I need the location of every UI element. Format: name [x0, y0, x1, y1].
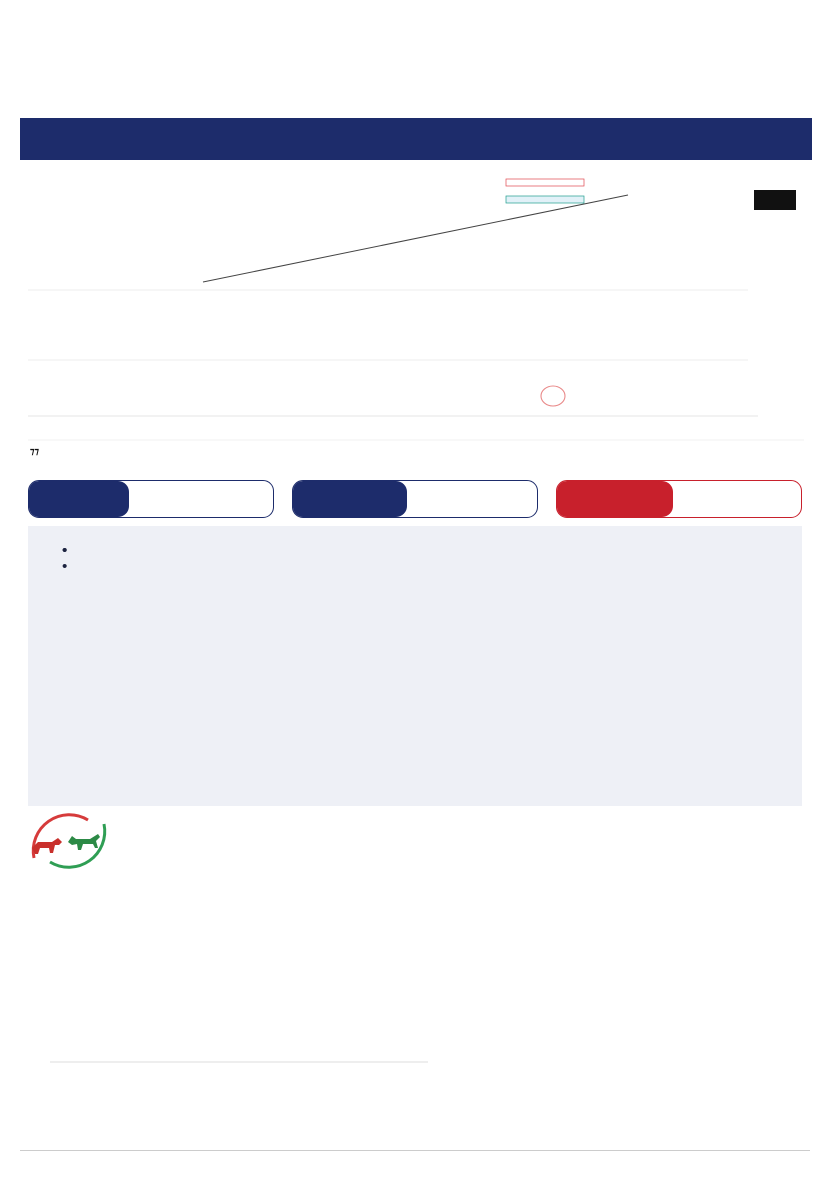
bull-bear-logo-icon [28, 812, 110, 870]
sentiment-chart [44, 872, 440, 1080]
support-level [28, 480, 274, 518]
tradingview-logo-icon: ⁊⁊ [30, 446, 39, 456]
report-header [22, 38, 812, 108]
macd-highlight-circle [541, 386, 565, 406]
headline-banner [20, 118, 812, 160]
sentiment-chart-svg [44, 872, 440, 1080]
support-value [129, 481, 273, 517]
resistance-level [292, 480, 538, 518]
resistance-pill [292, 480, 538, 518]
tradingview-chart [28, 162, 804, 468]
support-label [29, 481, 129, 517]
stoploss-label [557, 481, 673, 517]
stoploss-pill [556, 480, 802, 518]
resistance-zone [506, 179, 584, 186]
phillipcapital-logo [20, 1160, 180, 1196]
support-zone [506, 196, 584, 203]
stoploss-value [673, 481, 801, 517]
stoploss-level [556, 480, 802, 518]
tradingview-chart-svg [28, 162, 804, 468]
trend-line [203, 195, 628, 282]
footer-divider [20, 1150, 810, 1151]
resistance-label [293, 481, 407, 517]
resistance-value [407, 481, 537, 517]
support-pill [28, 480, 274, 518]
technical-analysis-section [28, 526, 802, 806]
last-price-tag [754, 190, 796, 210]
